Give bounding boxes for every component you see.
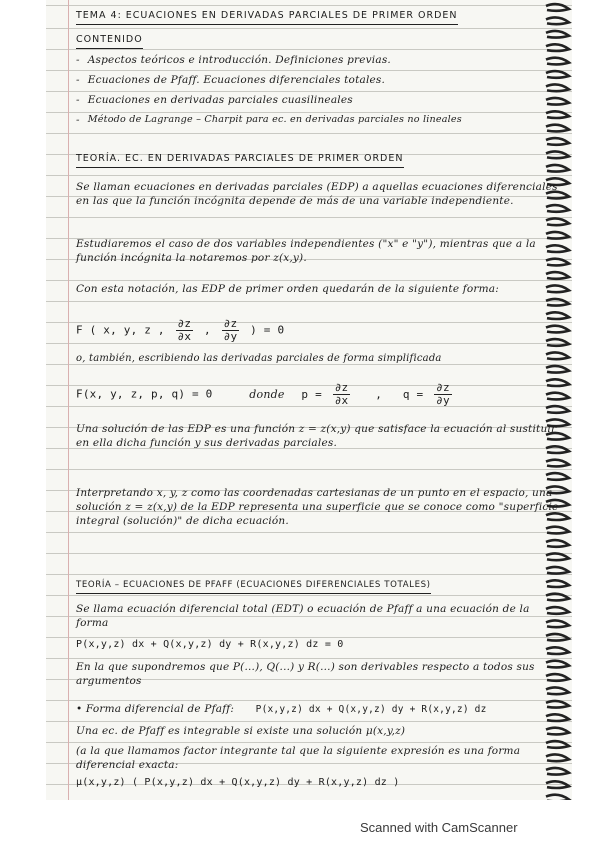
- spiral-coil: [546, 272, 569, 279]
- edp-general-equation: F ( x, y, z , $\frac{\partial z}{\partial x}$ , $\frac{\partial z}{\partial y}$ ) = 0: [76, 317, 285, 343]
- section2-paragraph-1: Se llama ecuación diferencial total (EDT) o ecuación de Pfaff a una ecuación de la forma: [76, 603, 530, 629]
- spiral-coil: [546, 473, 569, 480]
- contents-item: - Ecuaciones en derivadas parciales cuasilineales: [76, 94, 353, 106]
- spiral-coil: [546, 553, 569, 560]
- spiral-coil: [546, 795, 569, 800]
- spiral-coil: [546, 687, 569, 694]
- section2-heading: TEORÍA – ECUACIONES DE PFAFF (ECUACIONES DIFERENCIALES TOTALES): [76, 578, 561, 594]
- contents-item: - Aspectos teóricos e introducción. Definiciones previas.: [76, 54, 391, 66]
- spiral-coil: [546, 460, 569, 467]
- section1-paragraph-2: Estudiaremos el caso de dos variables independientes ("x" e "y"), mientras que a la función incógnita la notaremos por z(x,y).: [76, 238, 536, 264]
- spiral-coil: [546, 138, 569, 145]
- page-title: TEMA 4: ECUACIONES EN DERIVADAS PARCIALES DE PRIMER ORDEN: [76, 9, 561, 25]
- section2-paragraph-2: En la que supondremos que P(...), Q(...) y R(...) son derivables respecto a todos sus argumentos: [76, 661, 535, 687]
- spiral-coil: [546, 366, 569, 373]
- section1-paragraph-1: Se llaman ecuaciones en derivadas parciales (EDP) a aquellas ecuaciones diferenciales en las que la función incógnita depende de más de una variable independiente.: [76, 181, 558, 207]
- section2-paragraph-4: Una ec. de Pfaff es integrable si existe una solución μ(x,y,z): [76, 725, 406, 737]
- scanner-watermark: Scanned with CamScanner: [360, 820, 518, 835]
- section1-paragraph-6: Interpretando x, y, z como las coordenadas cartesianas de un punto en el espacio, una solución z = z(x,y) de la EDP representa una superficie que se conoce como "superficie integral (solución)" de dicha ecuación.: [76, 487, 559, 527]
- margin-line: [68, 0, 69, 800]
- contents-item: - Método de Lagrange – Charpit para ec. en derivadas parciales no lineales: [76, 114, 462, 126]
- contents-item: - Ecuaciones de Pfaff. Ecuaciones diferenciales totales.: [76, 74, 386, 86]
- spiral-coil: [546, 567, 569, 574]
- spiral-coil: [546, 540, 569, 547]
- spiral-coil: [546, 406, 569, 413]
- spiral-coil: [546, 299, 569, 306]
- section2-paragraph-5: (a la que llamamos factor integrante tal que la siguiente expresión es una forma diferencial exacta:: [76, 745, 521, 771]
- pfaff-form: • Forma diferencial de Pfaff: P(x,y,z) dx + Q(x,y,z) dy + R(x,y,z) dz: [76, 703, 487, 715]
- section1-heading: TEORÍA. EC. EN DERIVADAS PARCIALES DE PRIMER ORDEN: [76, 152, 561, 168]
- edp-simplified-equation: F(x, y, z, p, q) = 0 donde p = $\frac{\partial z}{\partial x}$ , q = $\frac{\partial z}{\partial y}$: [76, 381, 450, 407]
- exact-form-equation: μ(x,y,z) ( P(x,y,z) dx + Q(x,y,z) dy + R(x,y,z) dz ): [76, 777, 400, 788]
- pfaff-equation: P(x,y,z) dx + Q(x,y,z) dy + R(x,y,z) dz = 0: [76, 639, 344, 650]
- notebook-page: [46, 0, 572, 800]
- section1-paragraph-5: Una solución de las EDP es una función z = z(x,y) que satisface la ecuación al sustituir en ella dicha función y sus derivadas parciales.: [76, 423, 557, 449]
- section1-paragraph-4: o, también, escribiendo las derivadas parciales de forma simplificada: [76, 353, 442, 364]
- spiral-coil: [546, 218, 569, 225]
- contents-heading: CONTENIDO: [76, 33, 561, 49]
- spiral-coil: [546, 594, 569, 601]
- section1-paragraph-3: Con esta notación, las EDP de primer orden quedarán de la siguiente forma:: [76, 283, 499, 295]
